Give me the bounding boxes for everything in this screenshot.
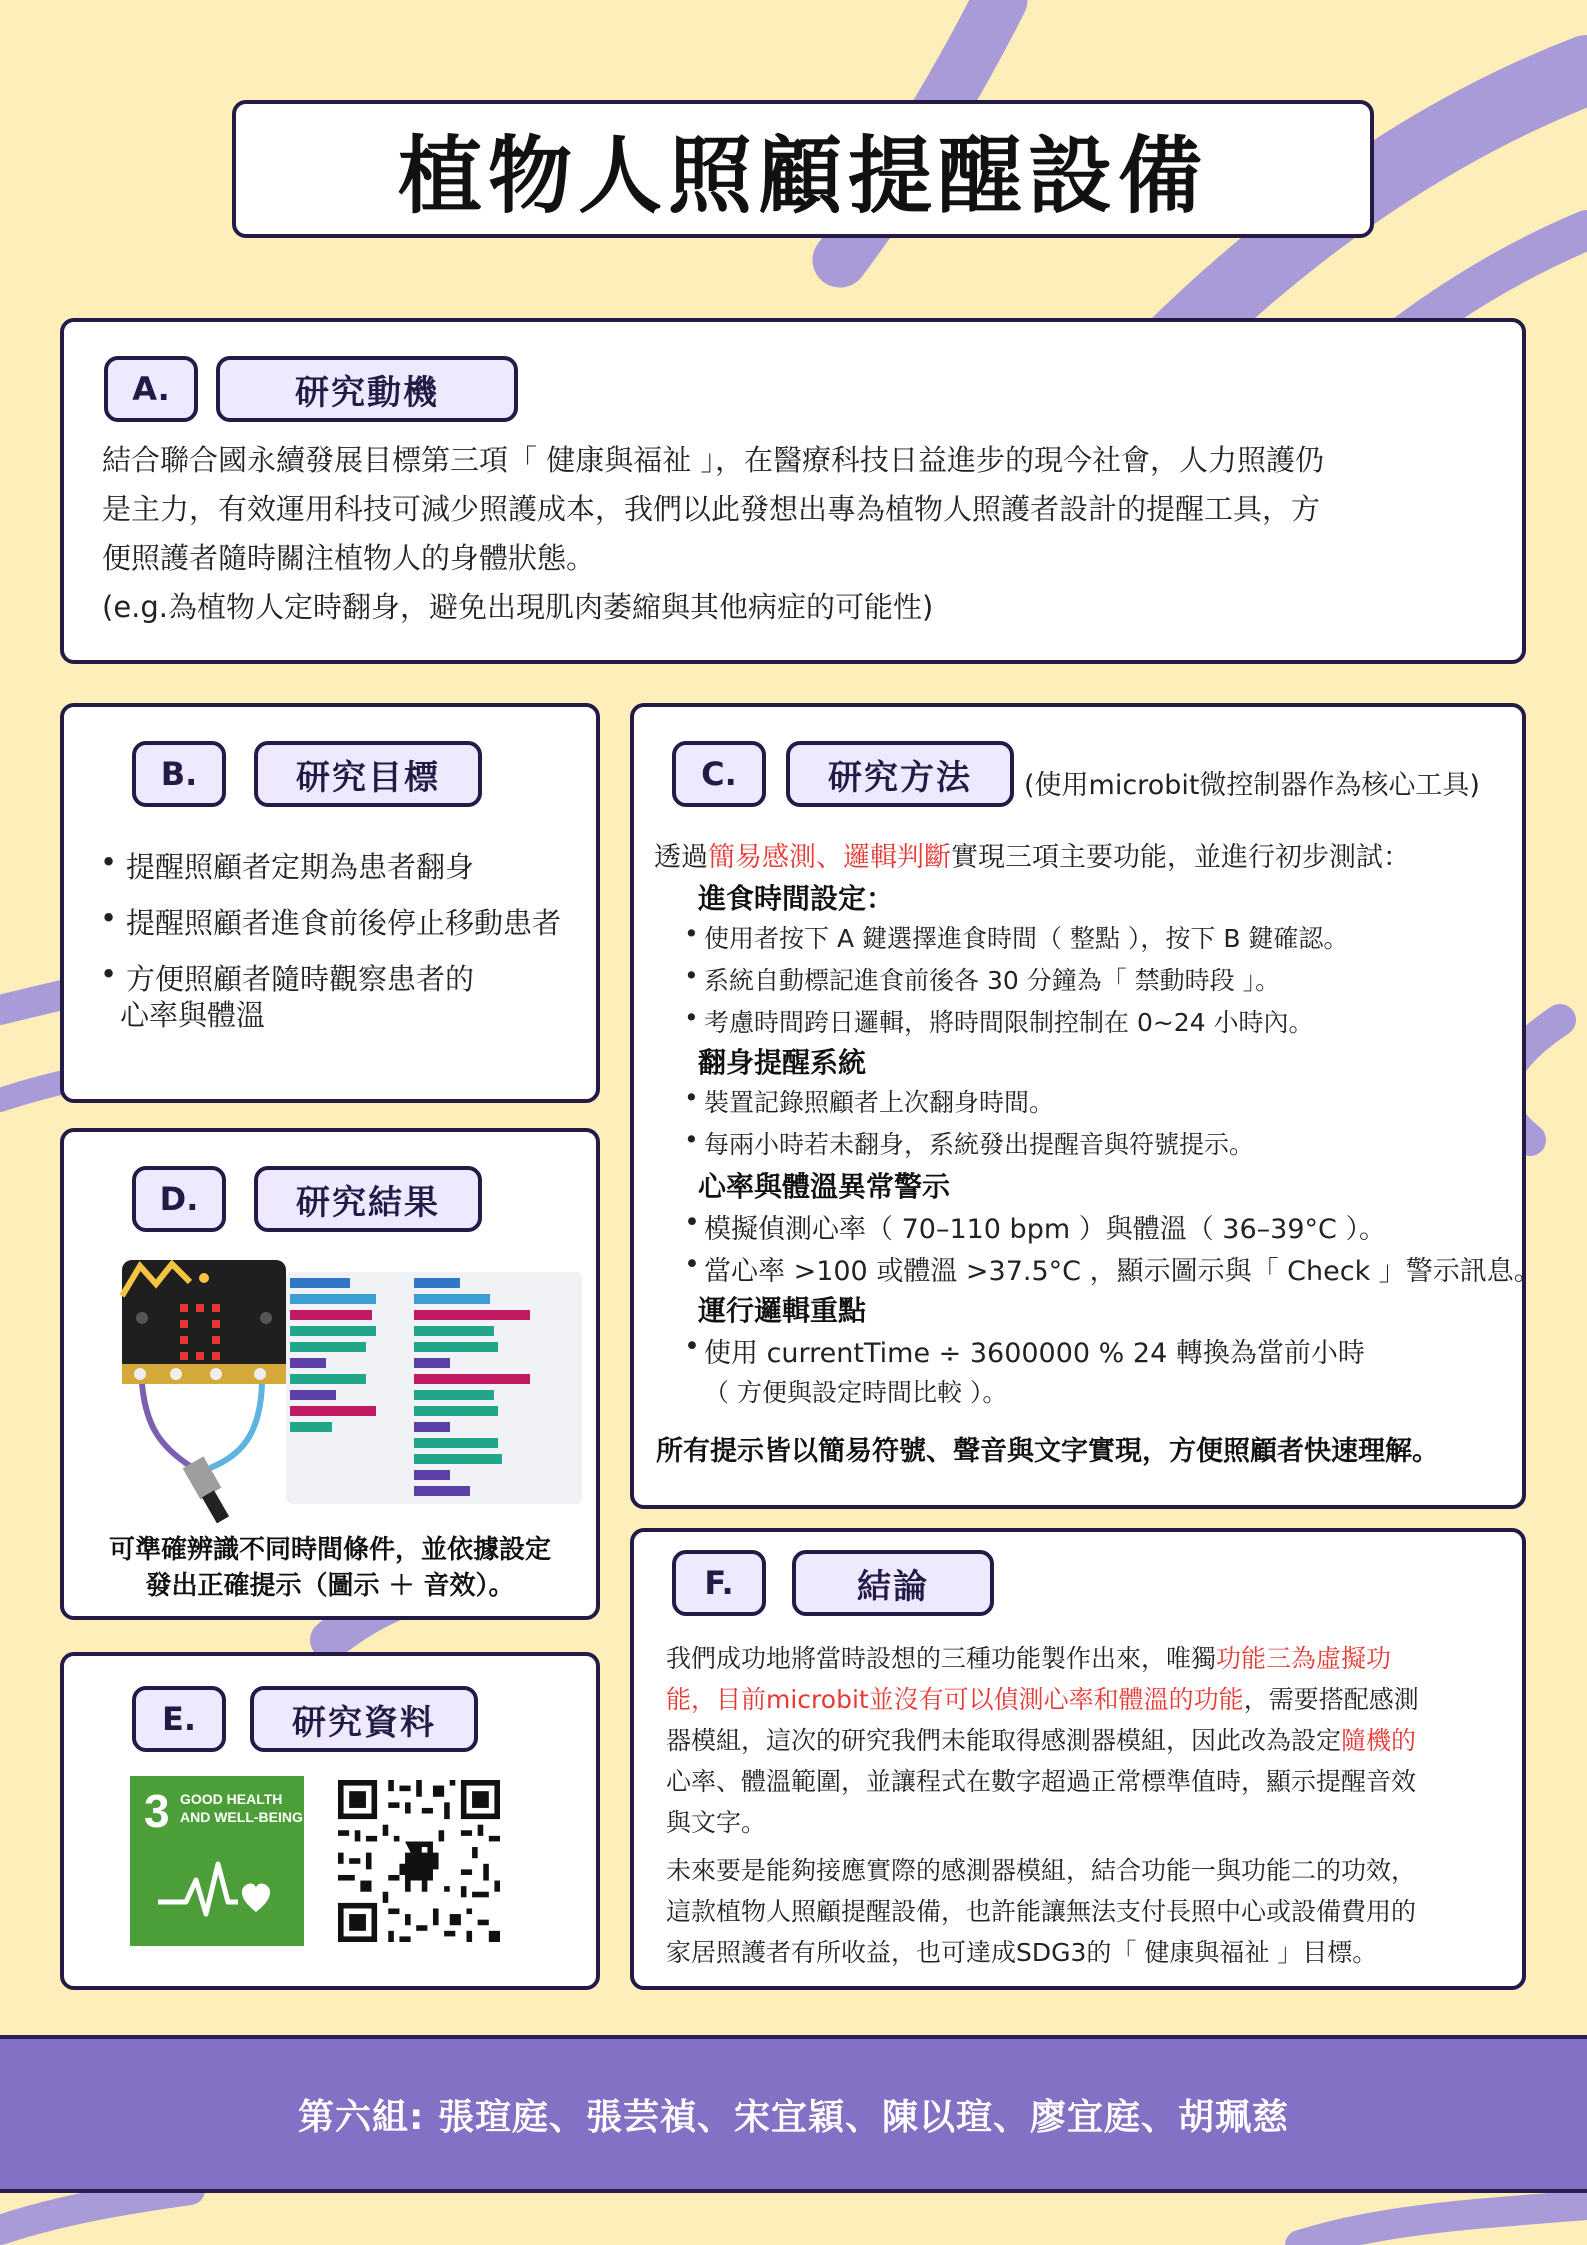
section-c-intro: 透過簡易感測、邏輯判斷實現三項主要功能，並進行初步測試： [654, 842, 1410, 873]
list-item: • 使用 currentTime ÷ 3600000 % 24 轉換為當前小時 [704, 1331, 1365, 1370]
section-f-paragraph-1 [666, 1638, 1514, 1843]
sdg-label: GOOD HEALTH AND WELL-BEING [180, 1791, 303, 1825]
section-a-heading: 研究動機 [216, 356, 518, 422]
sdg3-icon [130, 1776, 304, 1946]
list-item: • 系統自動標記進食前後各 30 分鐘為「 禁動時段 」。 [704, 961, 1280, 997]
microbit-board-image [120, 1256, 288, 1526]
feeding-time-title: 進食時間設定： [698, 882, 895, 915]
list-item: • 考慮時間跨日邏輯，將時間限制控制在 0~24 小時內。 [704, 1003, 1314, 1039]
logic-title: 運行邏輯重點 [698, 1294, 867, 1327]
section-c-letter: C. [672, 741, 766, 807]
text-line: 結合聯合國永續發展目標第三項「 健康與福祉 」，在醫療科技日益進步的現今社會，人力照護仍 [102, 443, 1324, 477]
code-blocks-image [286, 1272, 582, 1504]
list-item: • 當心率 >100 或體溫 >37.5°C ，顯示圖示與「 Check 」警示訊息。 [704, 1249, 1541, 1288]
text-line: 未來要是能夠接應實際的感測器模組，結合功能一與功能二的功效， [666, 1856, 1417, 1885]
list-item: • 使用者按下 A 鍵選擇進食時間（ 整點 ），按下 B 鍵確認。 [704, 919, 1348, 955]
section-a-letter: A. [104, 356, 198, 422]
section-d-letter: D. [132, 1166, 226, 1232]
qr-code-image[interactable] [338, 1780, 500, 1942]
section-e-letter: E. [132, 1686, 226, 1752]
text-line: 是主力，有效運用科技可減少照護成本，我們以此發想出專為植物人照護者設計的提醒工具，方 [102, 492, 1321, 526]
list-item: • 裝置記錄照顧者上次翻身時間。 [704, 1083, 1054, 1119]
turning-reminder-title: 翻身提醒系統 [698, 1046, 867, 1079]
section-b-objectives [60, 703, 600, 1103]
footer-banner [0, 2035, 1587, 2193]
text-line: 這款植物人照顧提醒設備，也許能讓無法支付長照中心或設備費用的 [666, 1897, 1417, 1926]
section-c-heading: 研究方法 [786, 741, 1014, 807]
section-c-note: (使用microbit微控制器作為核心工具) [1024, 770, 1480, 801]
text-line: 家居照護者有所收益，也可達成SDG3的「 健康與福祉 」目標。 [666, 1938, 1378, 1967]
section-d-results [60, 1128, 600, 1620]
team-members: 第六組: 張瑄庭、張芸禎、宋宜穎、陳以瑄、廖宜庭、胡珮慈 [298, 2096, 1289, 2138]
section-b-heading: 研究目標 [254, 741, 482, 807]
section-f-paragraph-2 [666, 1850, 1514, 1973]
heartbeat-icon [156, 1860, 280, 1920]
section-b-letter: B. [132, 741, 226, 807]
text-line: 能，目前microbit並沒有可以偵測心率和體溫的功能，需要搭配感測 [666, 1685, 1419, 1714]
text-line: 可準確辨識不同時間條件，並依據設定 [108, 1535, 551, 1565]
text-line: 便照護者隨時關注植物人的身體狀態。 [102, 541, 596, 575]
page-title: 植物人照顧提醒設備 [397, 126, 1208, 225]
section-a-motivation [60, 318, 1526, 664]
list-item: • 方便照顧者隨時觀察患者的 [126, 957, 474, 998]
text-line: 器模組，這次的研究我們未能取得感測器模組，因此改為設定隨機的 [666, 1726, 1417, 1755]
section-c-method [630, 703, 1541, 1509]
list-item-continuation: 心率與體溫 [120, 998, 266, 1032]
text-line: 心率、體溫範圍，並讓程式在數字超過正常標準值時，顯示提醒音效 [666, 1767, 1417, 1796]
section-f-conclusion [630, 1528, 1526, 1990]
section-d-caption [64, 1532, 596, 1604]
section-c-summary: 所有提示皆以簡易符號、聲音與文字實現，方便照顧者快速理解。 [656, 1436, 1439, 1467]
section-e-heading: 研究資料 [250, 1686, 478, 1752]
list-item: • 模擬偵測心率（ 70–110 bpm ）與體溫（ 36–39°C ）。 [704, 1207, 1386, 1246]
sdg-number: 3 [144, 1785, 170, 1837]
list-item: • 提醒照顧者定期為患者翻身 [126, 845, 474, 886]
section-f-letter: F. [672, 1550, 766, 1616]
list-item: • 提醒照顧者進食前後停止移動患者 [126, 901, 561, 942]
list-item-continuation: （ 方便與設定時間比較 ）。 [704, 1378, 1008, 1407]
vitals-alert-title: 心率與體溫異常警示 [698, 1170, 951, 1203]
section-f-heading: 結論 [792, 1550, 994, 1616]
text-line: 與文字。 [666, 1808, 767, 1837]
section-d-heading: 研究結果 [254, 1166, 482, 1232]
text-line: 我們成功地將當時設想的三種功能製作出來，唯獨功能三為虛擬功 [666, 1644, 1392, 1673]
list-item: • 每兩小時若未翻身，系統發出提醒音與符號提示。 [704, 1125, 1254, 1161]
section-a-paragraph [102, 436, 1492, 632]
text-line: (e.g.為植物人定時翻身，避免出現肌肉萎縮與其他病症的可能性) [102, 590, 934, 624]
text-line: 發出正確提示（圖示 ＋ 音效）。 [145, 1571, 515, 1601]
title-box [232, 100, 1374, 238]
